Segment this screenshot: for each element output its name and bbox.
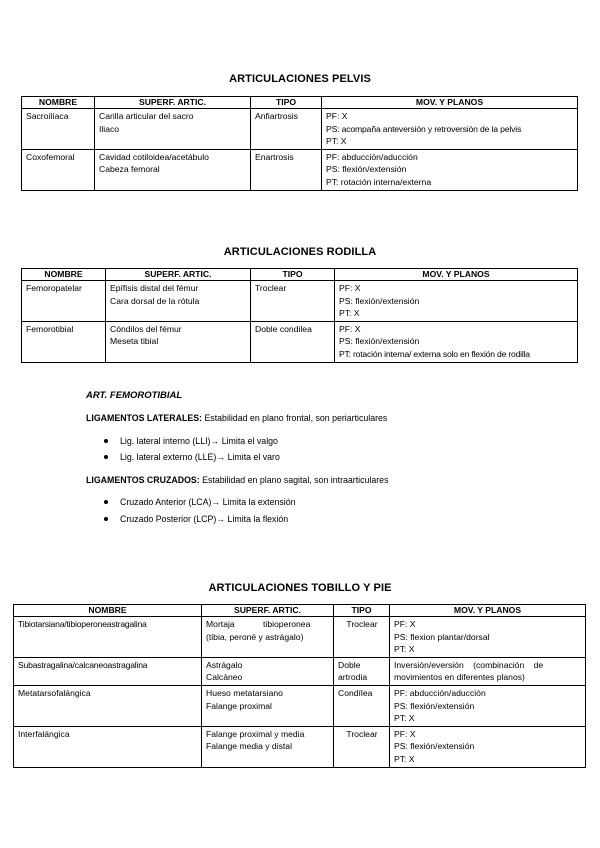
table-row	[14, 617, 586, 658]
cell-tipo: Troclear	[334, 617, 390, 658]
cell-mov: PF: X PS: flexión/extensión PT: X	[390, 726, 586, 767]
bullet-icon	[104, 517, 108, 521]
cell-superf: Falange proximal y media Falange media y distal	[202, 726, 334, 767]
cell-nombre: Tibiotarsiana/tibioperoneastragalina	[14, 617, 202, 658]
list-item-text: Lig. lateral externo (LLE)→ Limita el varo	[120, 452, 280, 462]
cell-nombre: Femorotibial	[22, 321, 106, 362]
cell-tipo: Anfiartrosis	[251, 109, 322, 150]
table-header-row	[22, 97, 578, 109]
ligamentos-laterales-paragraph	[86, 413, 387, 423]
column-header: NOMBRE	[22, 97, 95, 109]
table-row	[22, 109, 578, 150]
bullet-icon	[104, 500, 108, 504]
pelvis-title: ARTICULACIONES PELVIS	[229, 73, 371, 85]
list-item	[104, 436, 278, 446]
cell-tipo: Doble condilea	[251, 321, 335, 362]
cell-nombre: Coxofemoral	[22, 149, 95, 190]
column-header: NOMBRE	[14, 605, 202, 617]
column-header: SUPERF. ARTIC.	[106, 269, 251, 281]
list-item-text: Cruzado Posterior (LCP)→ Limita la flexión	[120, 514, 289, 524]
tobillo-table	[13, 604, 586, 768]
cell-mov: PF: abducción/aducción PS: flexión/extensión PT: X	[390, 685, 586, 726]
column-header: TIPO	[334, 605, 390, 617]
cell-mov: PF: abducción/aducción PS: flexión/extensión PT: rotación interna/externa	[322, 149, 578, 190]
column-header: MOV. Y PLANOS	[335, 269, 578, 281]
column-header: SUPERF. ARTIC.	[95, 97, 251, 109]
cell-tipo: Troclear	[334, 726, 390, 767]
cell-nombre: Femoropatelar	[22, 281, 106, 322]
ligamentos-cruzados-label: LIGAMENTOS CRUZADOS:	[86, 475, 200, 485]
bullet-icon	[104, 455, 108, 459]
column-header: SUPERF. ARTIC.	[202, 605, 334, 617]
cell-superf: Hueso metatarsiano Falange proximal	[202, 685, 334, 726]
column-header: MOV. Y PLANOS	[390, 605, 586, 617]
cell-tipo: Condílea	[334, 685, 390, 726]
cell-superf: Astrágalo Calcáneo	[202, 657, 334, 685]
table-header-row	[14, 605, 586, 617]
cell-superf: Mortaja tibioperonea (tibia, peroné y astrágalo)	[202, 617, 334, 658]
pelvis-table	[21, 96, 578, 191]
cell-mov: PF: X PS: flexion plantar/dorsal PT: X	[390, 617, 586, 658]
ligamentos-laterales-text: Estabilidad en plano frontal, son periarticulares	[202, 413, 388, 423]
column-header: TIPO	[251, 269, 335, 281]
cell-tipo: Troclear	[251, 281, 335, 322]
list-item-text: Cruzado Anterior (LCA)→ Limita la extensión	[120, 497, 296, 507]
ligamentos-laterales-label: LIGAMENTOS LATERALES:	[86, 413, 202, 423]
rodilla-title: ARTICULACIONES RODILLA	[223, 246, 377, 258]
cell-mov: PF: X PS: flexión/extensión PT: X	[335, 281, 578, 322]
cell-nombre: Interfalángica	[14, 726, 202, 767]
cell-mov: PF: X PS: flexión/extensión PT: rotación interna/ externa solo en flexión de rodilla	[335, 321, 578, 362]
cell-superf: Cavidad cotiloidea/acetábulo Cabeza femoral	[95, 149, 251, 190]
cell-tipo: Enartrosis	[251, 149, 322, 190]
list-item	[104, 497, 296, 507]
list-item	[104, 452, 280, 462]
table-row	[22, 281, 578, 322]
cell-superf: Epífisis distal del fémur Cara dorsal de la rótula	[106, 281, 251, 322]
cell-nombre: Sacroilíaca	[22, 109, 95, 150]
list-item	[104, 514, 288, 524]
ligamentos-cruzados-text: Estabilidad en plano sagital, son intraarticulares	[199, 475, 389, 485]
table-row	[22, 321, 578, 362]
list-item-text: Lig. lateral interno (LLI)→ Limita el valgo	[120, 436, 278, 446]
rodilla-table	[21, 268, 578, 363]
cell-superf: Cóndilos del fémur Meseta tibial	[106, 321, 251, 362]
column-header: NOMBRE	[22, 269, 106, 281]
cell-mov: PF: X PS: acompaña anteversión y retroversión de la pelvis PT: X	[322, 109, 578, 150]
bullet-icon	[104, 439, 108, 443]
column-header: TIPO	[251, 97, 322, 109]
table-row	[14, 685, 586, 726]
table-row	[14, 657, 586, 685]
femorotibial-heading: ART. FEMOROTIBIAL	[86, 390, 183, 401]
cell-mov: Inversión/eversión (combinación de movimientos en diferentes planos)	[390, 657, 586, 685]
cell-tipo: Doble artrodia	[334, 657, 390, 685]
cell-superf: Carilla articular del sacro Iliaco	[95, 109, 251, 150]
table-header-row	[22, 269, 578, 281]
cell-nombre: Metatarsofalángica	[14, 685, 202, 726]
cell-nombre: Subastragalina/calcaneoastragalina	[14, 657, 202, 685]
tobillo-title: ARTICULACIONES TOBILLO Y PIE	[208, 582, 392, 594]
ligamentos-cruzados-paragraph	[86, 475, 388, 485]
column-header: MOV. Y PLANOS	[322, 97, 578, 109]
table-row	[22, 149, 578, 190]
table-row	[14, 726, 586, 767]
